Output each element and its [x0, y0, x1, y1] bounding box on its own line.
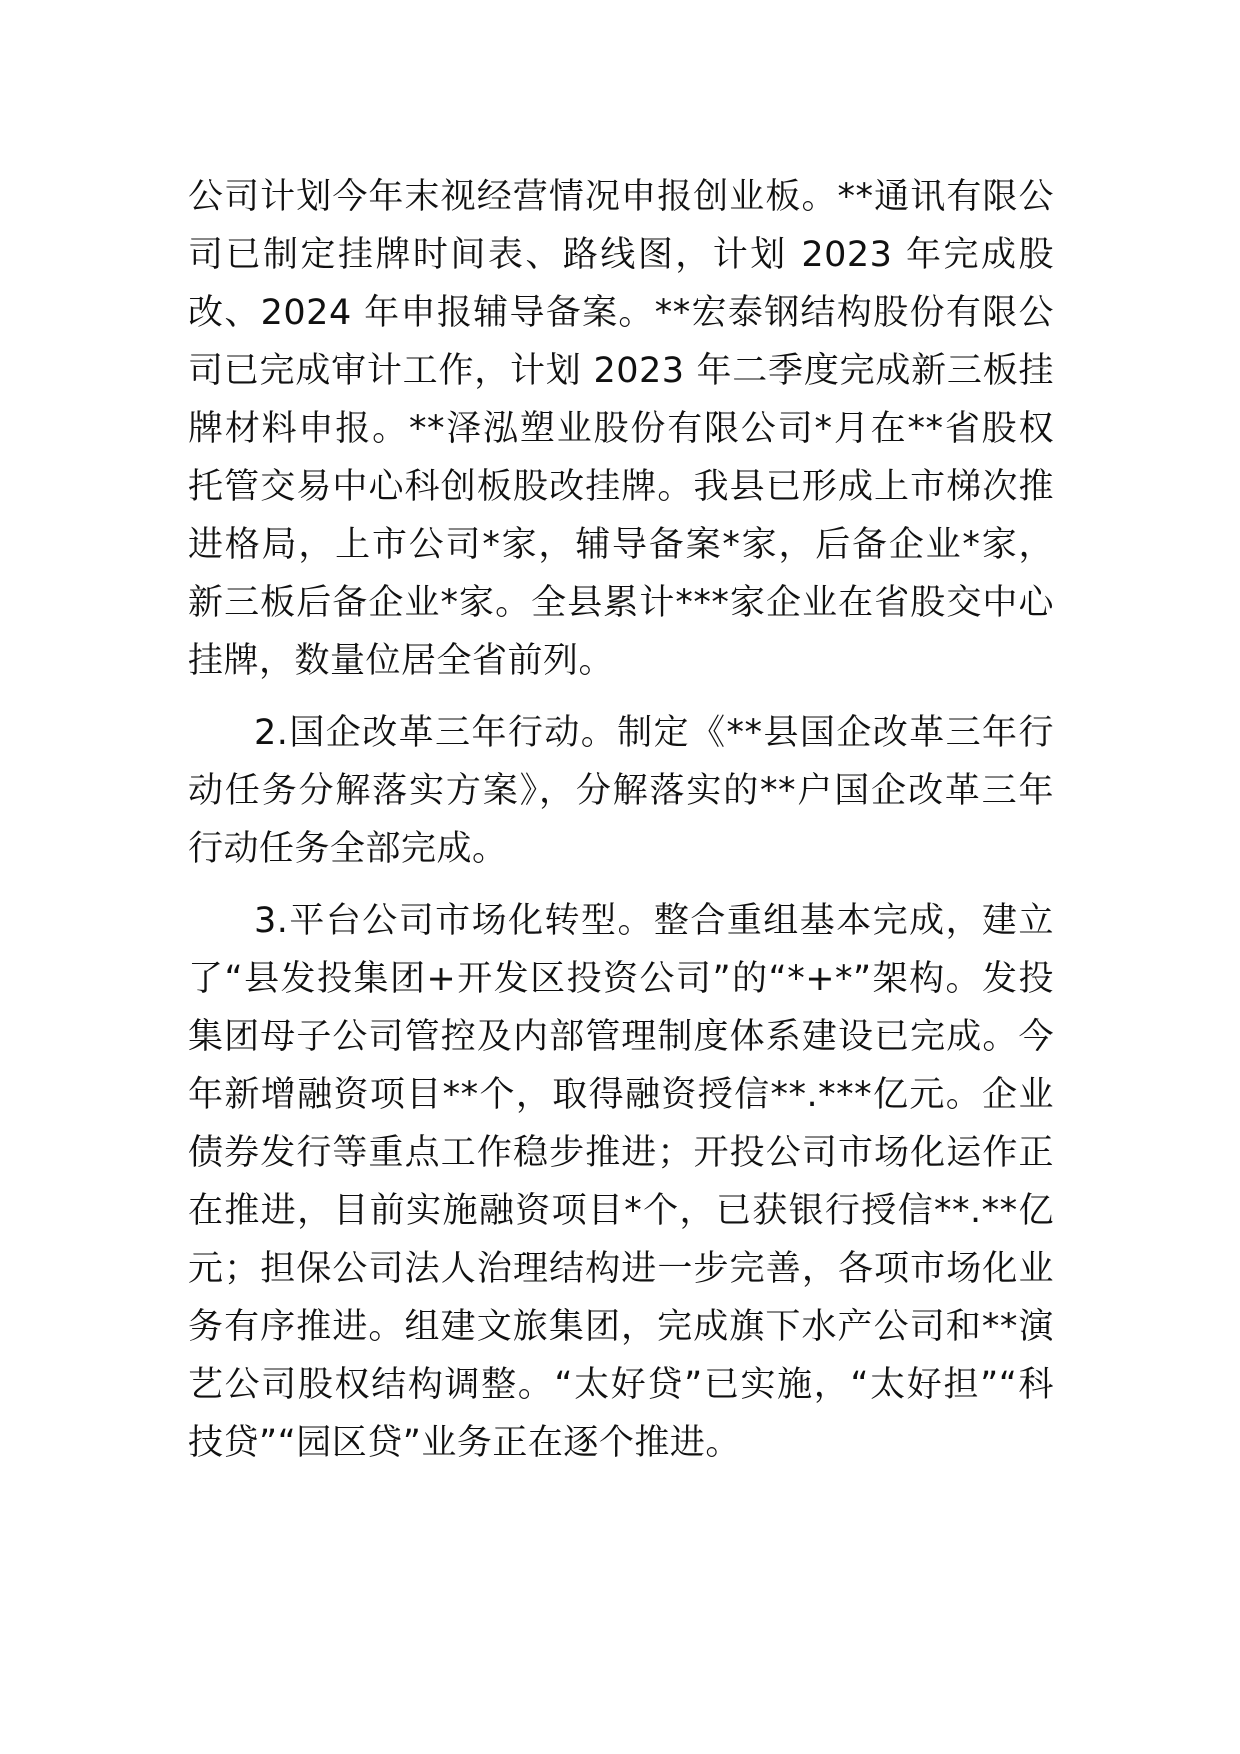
paragraph-continuation: 公司计划今年末视经营情况申报创业板。**通讯有限公司已制定挂牌时间表、路线图，计划 2023 年完成股改、2024 年申报辅导备案。**宏泰钢结构股份有限公司已完成审计工作，计划 2023 年二季度完成新三板挂牌材料申报。**泽泓塑业股份有限公司*月在**省股权托管交易中心科创板股改挂牌。我县已形成上市梯次推进格局，上市公司*家，辅导备案*家，后备企业*家，新三板后备企业*家。全县累计***家企业在省股交中心挂牌，数量位居全省前列。	[188, 177, 1054, 681]
paragraph-platform-transformation: 3.平台公司市场化转型。整合重组基本完成，建立了“县发投集团+开发区投资公司”的“*+*”架构。发投集团母子公司管控及内部管理制度体系建设已完成。今年新增融资项目**个，取得融资授信**.***亿元。企业债券发行等重点工作稳步推进；开投公司市场化运作正在推进，目前实施融资项目*个，已获银行授信**.**亿元；担保公司法人治理结构进一步完善，各项市场化业务有序推进。组建文旅集团，完成旗下水产公司和**演艺公司股权结构调整。“太好贷”已实施，“太好担”“科技贷”“园区贷”业务正在逐个推进。	[188, 901, 1054, 1463]
document-page	[188, 168, 1054, 1472]
paragraph-soe-reform: 2.国企改革三年行动。制定《**县国企改革三年行动任务分解落实方案》，分解落实的**户国企改革三年行动任务全部完成。	[188, 713, 1054, 869]
